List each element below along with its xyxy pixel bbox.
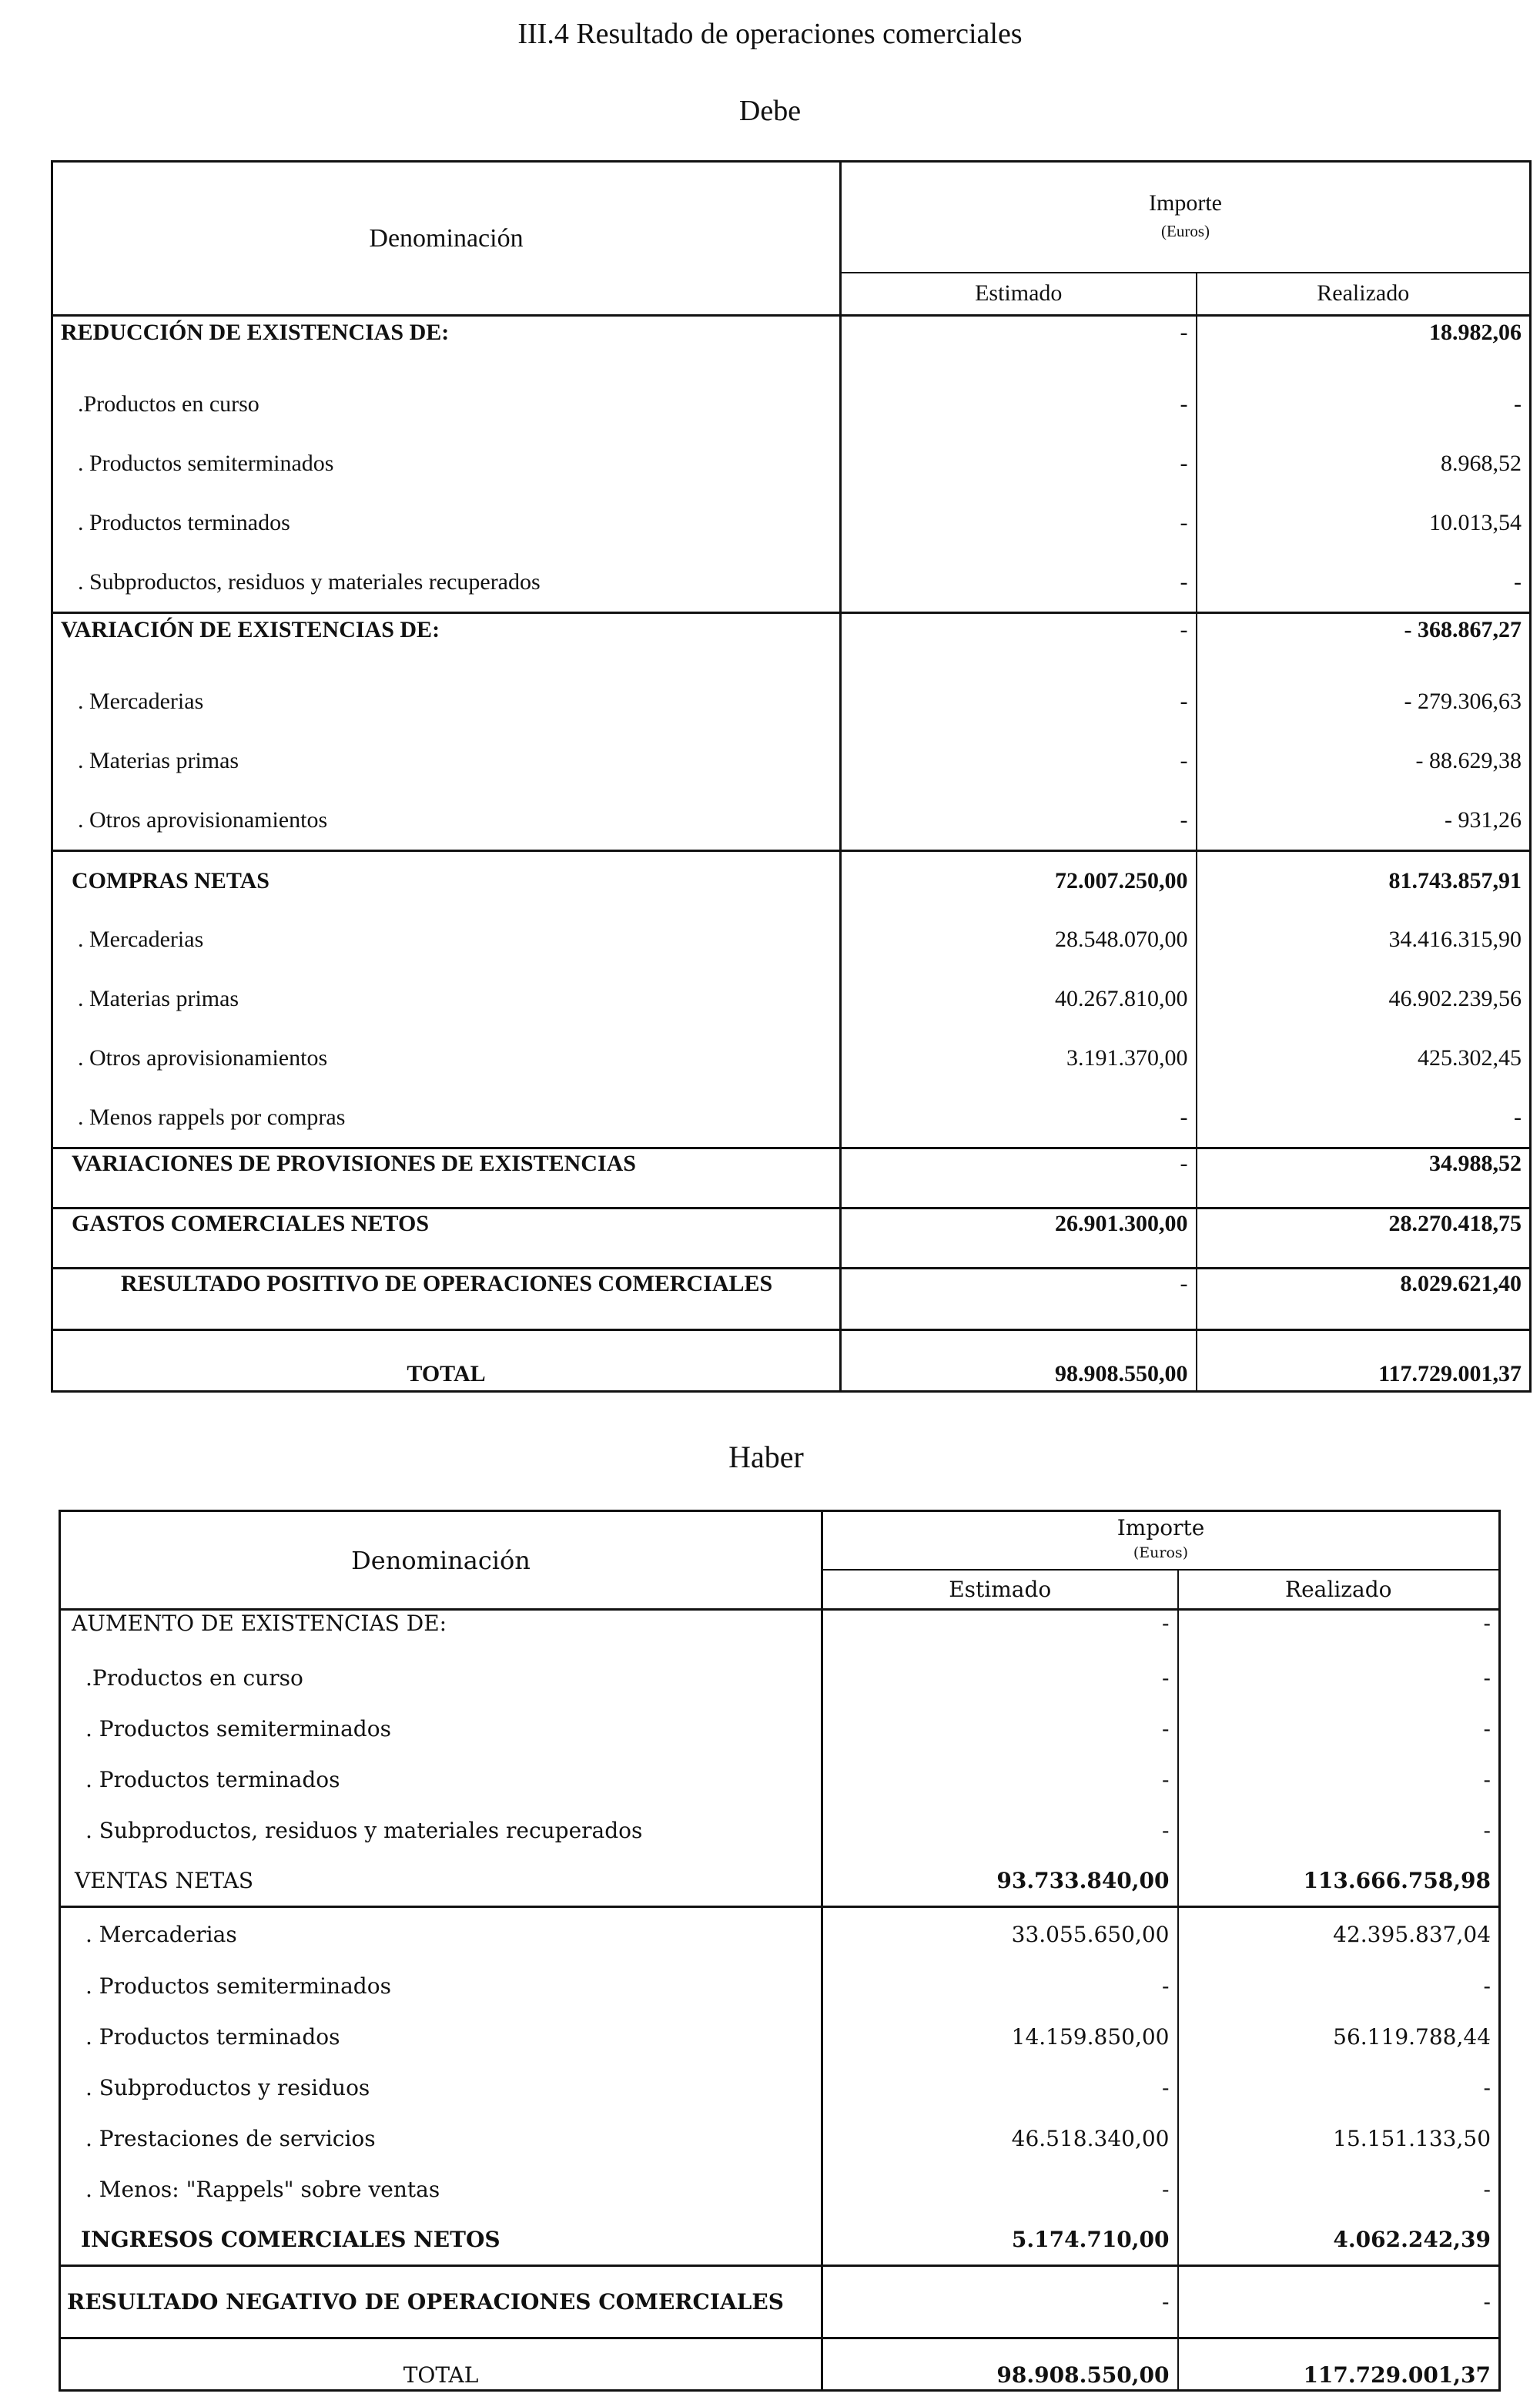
table-row <box>60 2063 1500 2114</box>
table-row <box>52 375 1531 434</box>
table-row <box>52 316 1531 375</box>
row-estimado: 98.908.550,00 <box>841 1330 1197 1392</box>
row-label: GASTOS COMERCIALES NETOS <box>52 1209 841 1269</box>
row-label: . Otros aprovisionamientos <box>52 1029 841 1088</box>
debe-table <box>51 160 1532 1393</box>
row-label: . Productos terminados <box>60 2012 822 2063</box>
row-label: . Productos terminados <box>60 1755 822 1805</box>
row-realizado: - <box>1178 1755 1500 1805</box>
row-estimado: - <box>822 1961 1178 2012</box>
row-estimado: 93.733.840,00 <box>822 1856 1178 1907</box>
haber-table <box>59 1510 1501 2392</box>
table-row <box>52 672 1531 732</box>
row-label: .Productos en curso <box>52 375 841 434</box>
table-row <box>52 1269 1531 1330</box>
header-importe-label: Importe <box>1149 189 1222 216</box>
row-realizado: - <box>1178 2266 1500 2338</box>
row-label: . Productos semiterminados <box>60 1961 822 2012</box>
row-label: RESULTADO NEGATIVO DE OPERACIONES COMERCIALES <box>60 2266 822 2338</box>
row-label: VARIACIONES DE PROVISIONES DE EXISTENCIAS <box>52 1148 841 1209</box>
row-realizado: - 368.867,27 <box>1197 613 1531 672</box>
row-estimado: 40.267.810,00 <box>841 970 1197 1029</box>
row-estimado: - <box>841 316 1197 375</box>
row-estimado: 33.055.650,00 <box>822 1907 1178 1961</box>
row-realizado: - <box>1178 1961 1500 2012</box>
header-importe <box>822 1511 1500 1570</box>
row-estimado: - <box>841 553 1197 613</box>
table-row <box>60 1961 1500 2012</box>
row-label: . Subproductos, residuos y materiales recuperados <box>52 553 841 613</box>
row-estimado: 46.518.340,00 <box>822 2114 1178 2164</box>
table-row <box>60 1704 1500 1755</box>
row-estimado: - <box>841 672 1197 732</box>
row-estimado: 14.159.850,00 <box>822 2012 1178 2063</box>
row-estimado: - <box>841 613 1197 672</box>
row-estimado: - <box>841 732 1197 791</box>
table-row <box>60 2114 1500 2164</box>
row-estimado: - <box>822 2063 1178 2114</box>
row-realizado: - <box>1197 1088 1531 1148</box>
row-realizado: 425.302,45 <box>1197 1029 1531 1088</box>
row-label: RESULTADO POSITIVO DE OPERACIONES COMERCIALES <box>52 1269 841 1330</box>
row-label: INGRESOS COMERCIALES NETOS <box>60 2215 822 2266</box>
row-realizado: - <box>1178 2164 1500 2215</box>
row-label: COMPRAS NETAS <box>52 851 841 910</box>
row-estimado: - <box>841 791 1197 851</box>
row-label: . Mercaderias <box>60 1907 822 1961</box>
row-estimado: 3.191.370,00 <box>841 1029 1197 1088</box>
row-realizado: 34.988,52 <box>1197 1148 1531 1209</box>
table-row <box>60 2215 1500 2266</box>
header-realizado: Realizado <box>1197 273 1531 316</box>
table-row <box>60 1653 1500 1704</box>
table-row <box>52 851 1531 910</box>
row-estimado: - <box>822 2164 1178 2215</box>
table-row <box>60 1805 1500 1856</box>
row-label: TOTAL <box>52 1330 841 1392</box>
row-estimado: - <box>841 434 1197 494</box>
table-row <box>60 2266 1500 2338</box>
row-label: . Materias primas <box>52 970 841 1029</box>
row-realizado: - <box>1178 2063 1500 2114</box>
row-realizado: 81.743.857,91 <box>1197 851 1531 910</box>
header-denominacion: Denominación <box>52 162 841 316</box>
header-estimado: Estimado <box>841 273 1197 316</box>
table-row <box>52 494 1531 553</box>
row-estimado: - <box>822 1805 1178 1856</box>
row-realizado: - <box>1178 1704 1500 1755</box>
header-denominacion: Denominación <box>60 1511 822 1610</box>
row-realizado: 15.151.133,50 <box>1178 2114 1500 2164</box>
row-estimado: - <box>822 1610 1178 1653</box>
row-estimado: - <box>841 1148 1197 1209</box>
row-realizado: 28.270.418,75 <box>1197 1209 1531 1269</box>
row-label: . Materias primas <box>52 732 841 791</box>
row-realizado: 113.666.758,98 <box>1178 1856 1500 1907</box>
table-row <box>52 732 1531 791</box>
table-row <box>52 553 1531 613</box>
table-row <box>52 1088 1531 1148</box>
table-row <box>52 1029 1531 1088</box>
row-realizado: - <box>1178 1805 1500 1856</box>
row-estimado: - <box>841 1088 1197 1148</box>
row-estimado: - <box>841 1269 1197 1330</box>
row-realizado: - <box>1197 375 1531 434</box>
table-row-total <box>52 1330 1531 1392</box>
row-label: . Menos: "Rappels" sobre ventas <box>60 2164 822 2215</box>
row-estimado: 72.007.250,00 <box>841 851 1197 910</box>
table-row <box>52 613 1531 672</box>
row-estimado: - <box>841 494 1197 553</box>
row-realizado: - <box>1178 1610 1500 1653</box>
row-label: AUMENTO DE EXISTENCIAS DE: <box>60 1610 822 1653</box>
row-label: REDUCCIÓN DE EXISTENCIAS DE: <box>52 316 841 375</box>
header-importe-unit: (Euros) <box>1161 221 1210 240</box>
header-estimado: Estimado <box>822 1570 1178 1610</box>
table-row <box>60 2164 1500 2215</box>
row-estimado: 5.174.710,00 <box>822 2215 1178 2266</box>
row-estimado: - <box>841 375 1197 434</box>
row-realizado: 46.902.239,56 <box>1197 970 1531 1029</box>
row-estimado: - <box>822 2266 1178 2338</box>
row-realizado: 56.119.788,44 <box>1178 2012 1500 2063</box>
row-label: . Mercaderias <box>52 910 841 970</box>
row-realizado: - <box>1197 553 1531 613</box>
row-realizado: 34.416.315,90 <box>1197 910 1531 970</box>
table-row <box>60 1610 1500 1653</box>
table-row <box>52 910 1531 970</box>
row-realizado: 117.729.001,37 <box>1197 1330 1531 1392</box>
row-estimado: - <box>822 1704 1178 1755</box>
row-label: . Subproductos y residuos <box>60 2063 822 2114</box>
table-row <box>52 970 1531 1029</box>
table-row <box>60 1856 1500 1907</box>
row-label: . Productos semiterminados <box>60 1704 822 1755</box>
row-label: . Prestaciones de servicios <box>60 2114 822 2164</box>
row-estimado: - <box>822 1755 1178 1805</box>
row-realizado: 8.029.621,40 <box>1197 1269 1531 1330</box>
row-realizado: - 931,26 <box>1197 791 1531 851</box>
table-row <box>52 791 1531 851</box>
debe-heading: Debe <box>738 95 802 127</box>
row-label: . Productos semiterminados <box>52 434 841 494</box>
row-label: . Otros aprovisionamientos <box>52 791 841 851</box>
row-realizado: 4.062.242,39 <box>1178 2215 1500 2266</box>
header-realizado: Realizado <box>1178 1570 1500 1610</box>
row-realizado: 18.982,06 <box>1197 316 1531 375</box>
row-label: .Productos en curso <box>60 1653 822 1704</box>
header-importe <box>841 162 1531 273</box>
table-row-total <box>60 2338 1500 2391</box>
row-estimado: - <box>822 1653 1178 1704</box>
table-row <box>60 1755 1500 1805</box>
row-label: . Subproductos, residuos y materiales recuperados <box>60 1805 822 1856</box>
header-importe-label: Importe <box>1116 1514 1205 1540</box>
table-row <box>52 1209 1531 1269</box>
row-realizado: 117.729.001,37 <box>1178 2338 1500 2391</box>
row-realizado: 42.395.837,04 <box>1178 1907 1500 1961</box>
row-estimado: 26.901.300,00 <box>841 1209 1197 1269</box>
row-label: . Mercaderias <box>52 672 841 732</box>
row-label: . Menos rappels por compras <box>52 1088 841 1148</box>
row-estimado: 98.908.550,00 <box>822 2338 1178 2391</box>
row-realizado: 10.013,54 <box>1197 494 1531 553</box>
row-estimado: 28.548.070,00 <box>841 910 1197 970</box>
table-row <box>60 1907 1500 1961</box>
header-importe-unit: (Euros) <box>1133 1544 1189 1561</box>
table-row <box>60 2012 1500 2063</box>
row-realizado: - 88.629,38 <box>1197 732 1531 791</box>
table-row <box>52 1148 1531 1209</box>
row-realizado: - <box>1178 1653 1500 1704</box>
table-row <box>52 434 1531 494</box>
row-label: VARIACIÓN DE EXISTENCIAS DE: <box>52 613 841 672</box>
row-label: TOTAL <box>60 2338 822 2391</box>
row-label: VENTAS NETAS <box>60 1856 822 1907</box>
row-realizado: 8.968,52 <box>1197 434 1531 494</box>
row-label: . Productos terminados <box>52 494 841 553</box>
haber-heading: Haber <box>728 1440 804 1474</box>
row-realizado: - 279.306,63 <box>1197 672 1531 732</box>
page-title: III.4 Resultado de operaciones comerciales <box>517 18 1023 50</box>
